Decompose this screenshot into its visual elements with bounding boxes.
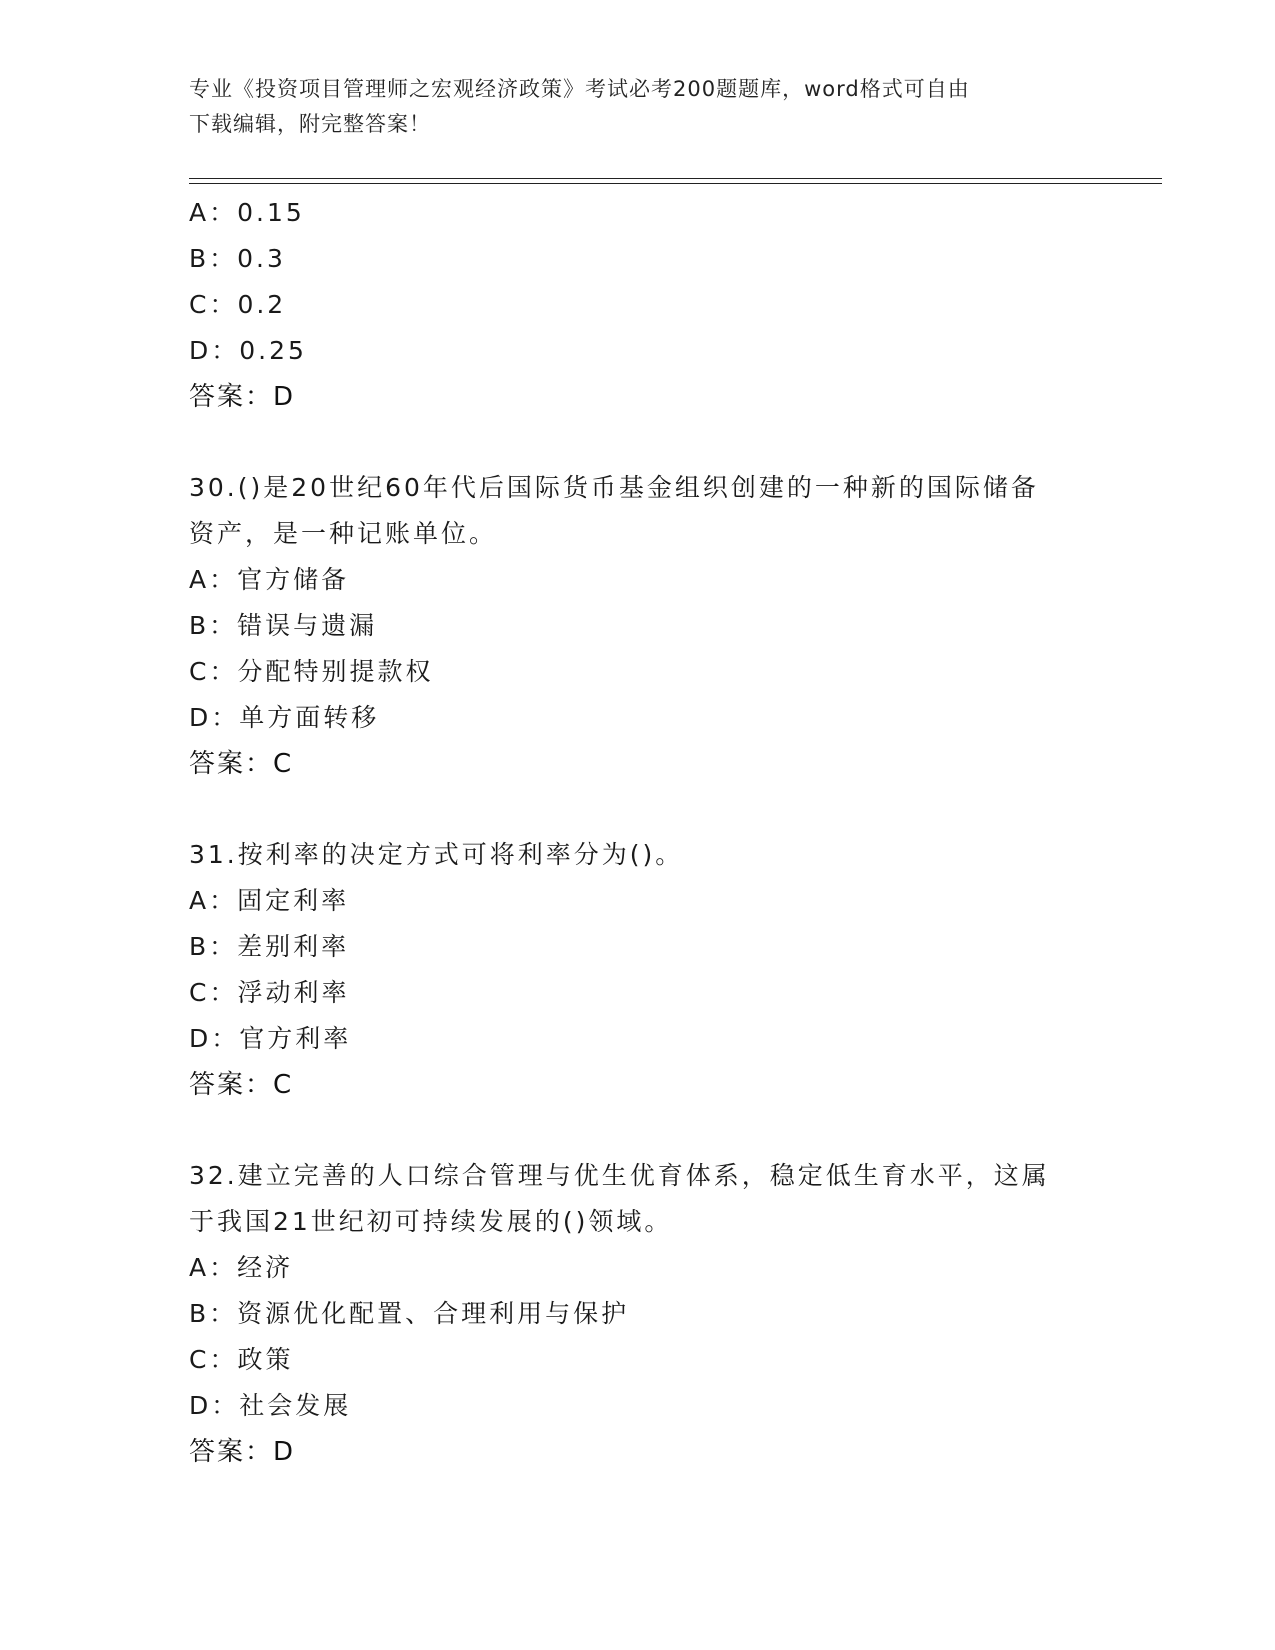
question-gap — [189, 1108, 1089, 1153]
option-a: A：0.15 — [189, 198, 305, 227]
option-d: D：0.25 — [189, 336, 307, 365]
question-stem-line-1: 30.()是20世纪60年代后国际货币基金组织创建的一种新的国际储备 — [189, 473, 1039, 502]
header-rule-bottom — [189, 183, 1162, 184]
option-d: D：社会发展 — [189, 1391, 352, 1420]
option-b: B：0.3 — [189, 244, 286, 273]
question-list — [189, 190, 1089, 1475]
question-stem-line-1: 31.按利率的决定方式可将利率分为()。 — [189, 840, 684, 869]
option-a: A：经济 — [189, 1253, 294, 1282]
question-32 — [189, 1153, 1089, 1475]
option-c: C：0.2 — [189, 290, 287, 319]
question-31 — [189, 832, 1089, 1108]
question-stem-line-1: 32.建立完善的人口综合管理与优生优育体系，稳定低生育水平，这属 — [189, 1161, 1050, 1190]
document-header — [189, 72, 1089, 142]
option-c: C：浮动利率 — [189, 978, 350, 1007]
option-b: B：错误与遗漏 — [189, 611, 378, 640]
option-d: D：官方利率 — [189, 1024, 352, 1053]
question-stem-line-2: 资产，是一种记账单位。 — [189, 519, 498, 548]
option-c: C：分配特别提款权 — [189, 657, 434, 686]
answer: 答案：C — [189, 1070, 294, 1100]
answer: 答案：C — [189, 749, 294, 779]
header-rule-top — [189, 178, 1162, 179]
option-d: D：单方面转移 — [189, 703, 380, 732]
option-a: A：官方储备 — [189, 565, 350, 594]
question-gap — [189, 787, 1089, 832]
question-30 — [189, 465, 1089, 787]
question-gap — [189, 420, 1089, 465]
header-title-line-2: 下载编辑，附完整答案！ — [189, 112, 431, 136]
option-b: B：资源优化配置、合理利用与保护 — [189, 1299, 630, 1328]
header-title-line-1: 专业《投资项目管理师之宏观经济政策》考试必考200题题库，word格式可自由 — [189, 77, 970, 101]
option-a: A：固定利率 — [189, 886, 350, 915]
answer: 答案：D — [189, 1437, 296, 1467]
option-c: C：政策 — [189, 1345, 294, 1374]
question-stem-line-2: 于我国21世纪初可持续发展的()领域。 — [189, 1207, 673, 1236]
answer: 答案：D — [189, 382, 296, 412]
question-29 — [189, 190, 1089, 420]
option-b: B：差别利率 — [189, 932, 350, 961]
